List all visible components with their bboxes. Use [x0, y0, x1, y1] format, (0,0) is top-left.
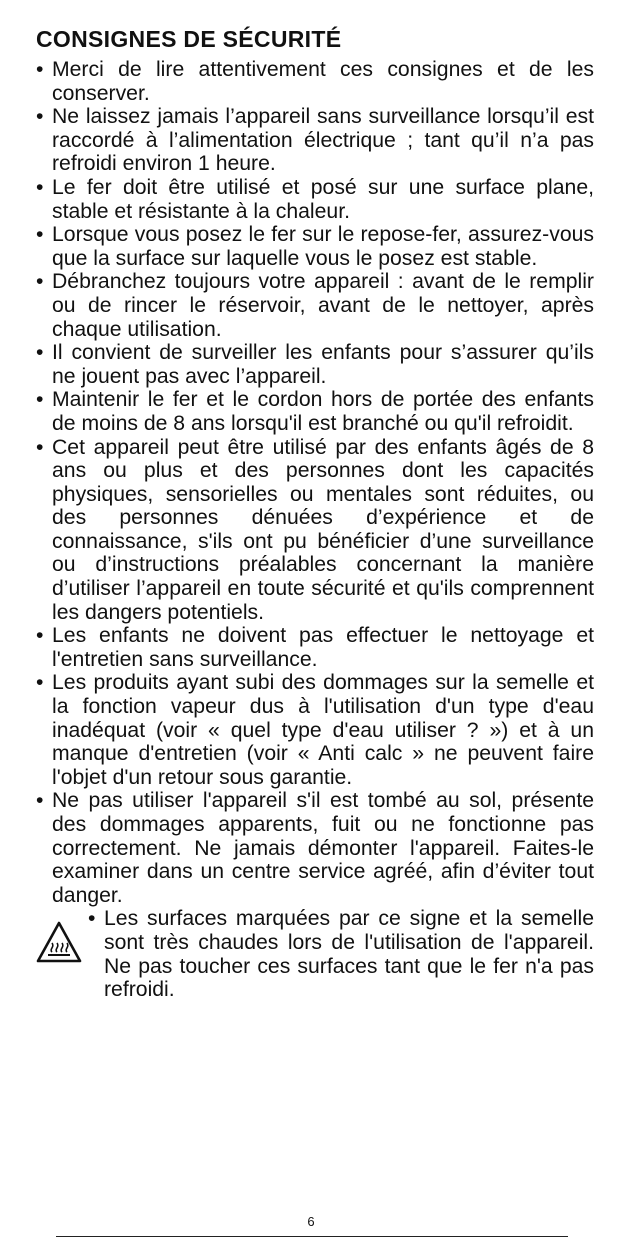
bullet: • — [36, 270, 44, 294]
list-item — [36, 223, 594, 270]
page-number: 6 — [307, 1214, 315, 1229]
bullet: • — [36, 105, 44, 129]
hot-surface-text — [88, 907, 594, 1001]
list-item — [36, 341, 594, 388]
list-item — [36, 789, 594, 907]
list-item-text: Il convient de surveiller les enfants pour s’assurer qu’ils ne jouent pas avec l’appareil. — [52, 341, 594, 388]
bullet: • — [36, 58, 44, 81]
list-item-text: Ne laissez jamais l’appareil sans surveillance lorsqu’il est raccordé à l’alimentation électrique ; tant qu’il n’a pas refroidi environ 1 heure. — [52, 105, 594, 176]
list-item — [36, 176, 594, 223]
list-item — [36, 58, 594, 105]
list-item-text: Les produits ayant subi des dommages sur la semelle et la fonction vapeur dus à l'utilisation d'un type d'eau inadéquat (voir « quel type d'eau utiliser ? ») et à un manque d'entretien (voir « Anti calc » ne peuvent faire l'objet d'un retour sous garantie. — [52, 671, 594, 789]
bullet: • — [36, 789, 44, 813]
bullet: • — [36, 223, 44, 247]
bullet: • — [36, 671, 44, 695]
list-item-text: Maintenir le fer et le cordon hors de portée des enfants de moins de 8 ans lorsqu'il est branché ou qu'il refroidit. — [52, 388, 594, 435]
list-item-text: Merci de lire attentivement ces consignes et de les conserver. — [52, 58, 594, 105]
list-item-text: Ne pas utiliser l'appareil s'il est tombé au sol, présente des dommages apparents, fuit ou ne fonctionne pas correctement. Ne jamais démonter l'appareil. Faites-le examiner dans un centre service agréé, afin d’éviter tout danger. — [52, 789, 594, 907]
list-item — [36, 388, 594, 435]
safety-instructions-page — [36, 26, 594, 1002]
bullet: • — [36, 435, 44, 459]
bullet: • — [36, 341, 44, 365]
bullet: • — [36, 388, 44, 412]
bullet: • — [36, 624, 44, 648]
bullet: • — [36, 175, 44, 199]
bullet: • — [88, 907, 96, 931]
list-item — [36, 671, 594, 789]
list-item — [36, 105, 594, 176]
list-item — [36, 270, 594, 341]
list-item — [36, 436, 594, 625]
list-item-text: Débranchez toujours votre appareil : avant de le remplir ou de rincer le réservoir, avant de le nettoyer, après chaque utilisation. — [52, 270, 594, 341]
hot-surface-note-text: Les surfaces marquées par ce signe et la semelle sont très chaudes lors de l'utilisation de l'appareil. Ne pas toucher ces surfaces tant que le fer n'a pas refroidi. — [104, 907, 594, 1002]
safety-list — [36, 58, 594, 907]
hot-surface-note — [36, 907, 594, 1001]
list-item — [36, 624, 594, 671]
list-item-text: Le fer doit être utilisé et posé sur une surface plane, stable et résistante à la chaleur. — [52, 175, 594, 223]
page-title: CONSIGNES DE SÉCURITÉ — [36, 26, 342, 52]
hot-surface-warning-icon — [36, 921, 82, 963]
list-item-text: Lorsque vous posez le fer sur le repose-fer, assurez-vous que la surface sur laquelle vous le posez est stable. — [52, 223, 594, 270]
list-item-text: Les enfants ne doivent pas effectuer le nettoyage et l'entretien sans surveillance. — [52, 624, 594, 671]
footer-divider — [56, 1236, 568, 1237]
list-item-text: Cet appareil peut être utilisé par des enfants âgés de 8 ans ou plus et des personnes dont les capacités physiques, sensorielles ou mentales sont réduites, ou des personnes dénuées d’expérience et de connaissance, s'ils ont pu bénéficier d’une surveillance ou d’instructions préalables concernant la manière d’utiliser l’appareil en toute sécurité et qu'ils comprennent les dangers potentiels. — [52, 435, 594, 624]
